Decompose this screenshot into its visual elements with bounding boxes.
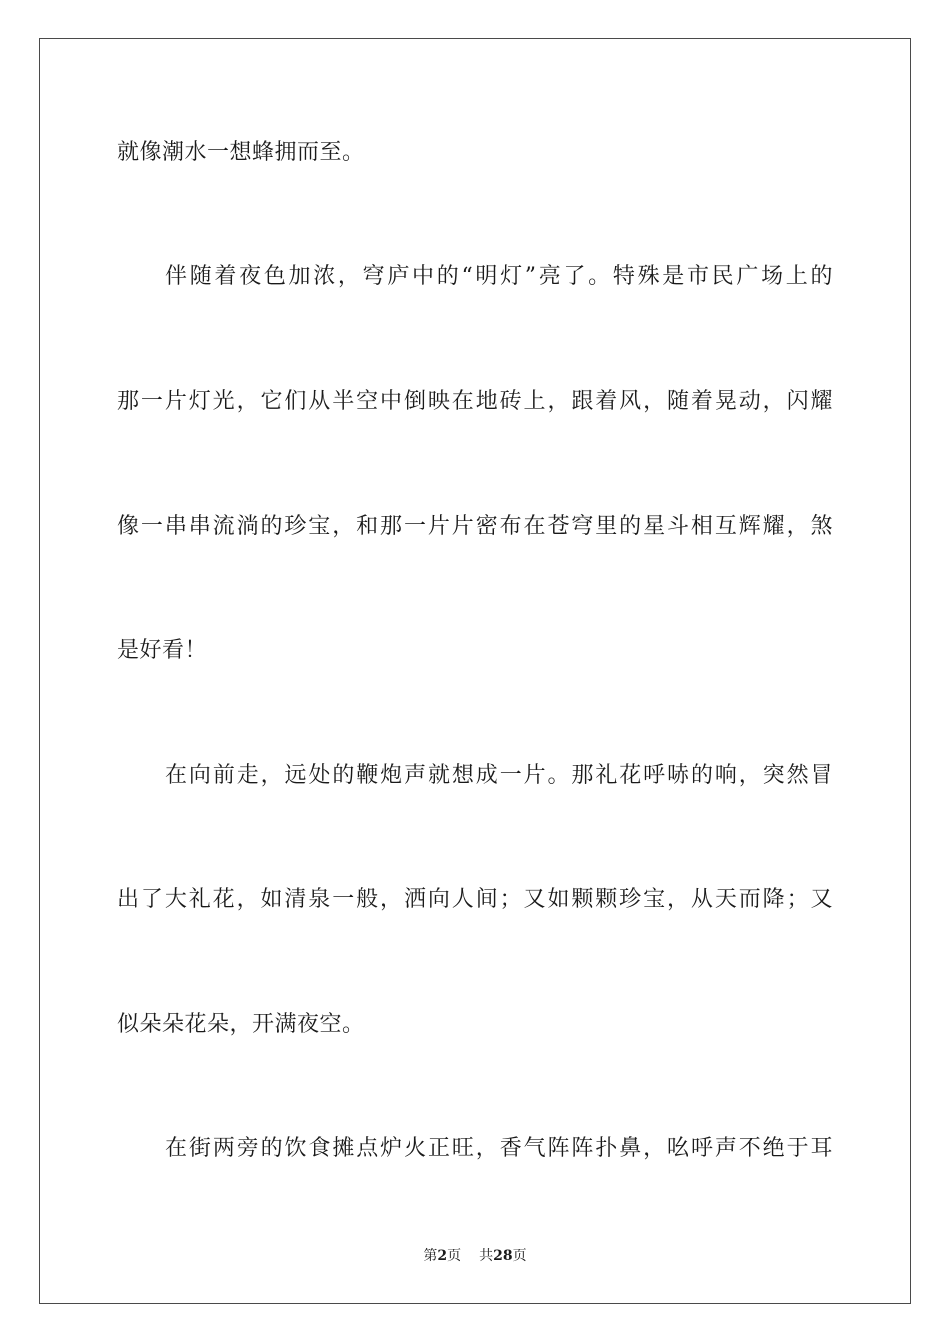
- page-border: [39, 38, 911, 1304]
- total-suffix: 页: [512, 1248, 527, 1264]
- paragraph-line-7: 出了大礼花，如清泉一般，洒向人间；又如颗颗珍宝，从天而降；又: [117, 887, 833, 912]
- paragraph-line-8: 似朵朵花朵，开满夜空。: [117, 1012, 365, 1037]
- paragraph-line-3: 那一片灯光，它们从半空中倒映在地砖上，跟着风，随着晃动，闪耀: [117, 389, 833, 414]
- paragraph-line-2: 伴随着夜色加浓，穹庐中的“明灯”亮了。特殊是市民广场上的: [165, 264, 833, 289]
- total-pages: 28: [493, 1248, 513, 1264]
- paragraph-line-5: 是好看！: [117, 638, 208, 663]
- total-prefix: 共: [479, 1248, 494, 1264]
- page-footer: [0, 1246, 950, 1266]
- paragraph-line-6: 在向前走，远处的鞭炮声就想成一片。那礼花呼哧的响，突然冒: [165, 763, 833, 788]
- page-prefix: 第: [423, 1248, 438, 1264]
- paragraph-line-9: 在街两旁的饮食摊点炉火正旺，香气阵阵扑鼻，吆呼声不绝于耳: [165, 1136, 833, 1161]
- paragraph-line-1: 就像潮水一想蜂拥而至。: [117, 140, 365, 165]
- paragraph-line-4: 像一串串流淌的珍宝，和那一片片密布在苍穹里的星斗相互辉耀，煞: [117, 514, 833, 539]
- page-suffix: 页: [447, 1248, 462, 1264]
- page-number: 2: [437, 1248, 448, 1264]
